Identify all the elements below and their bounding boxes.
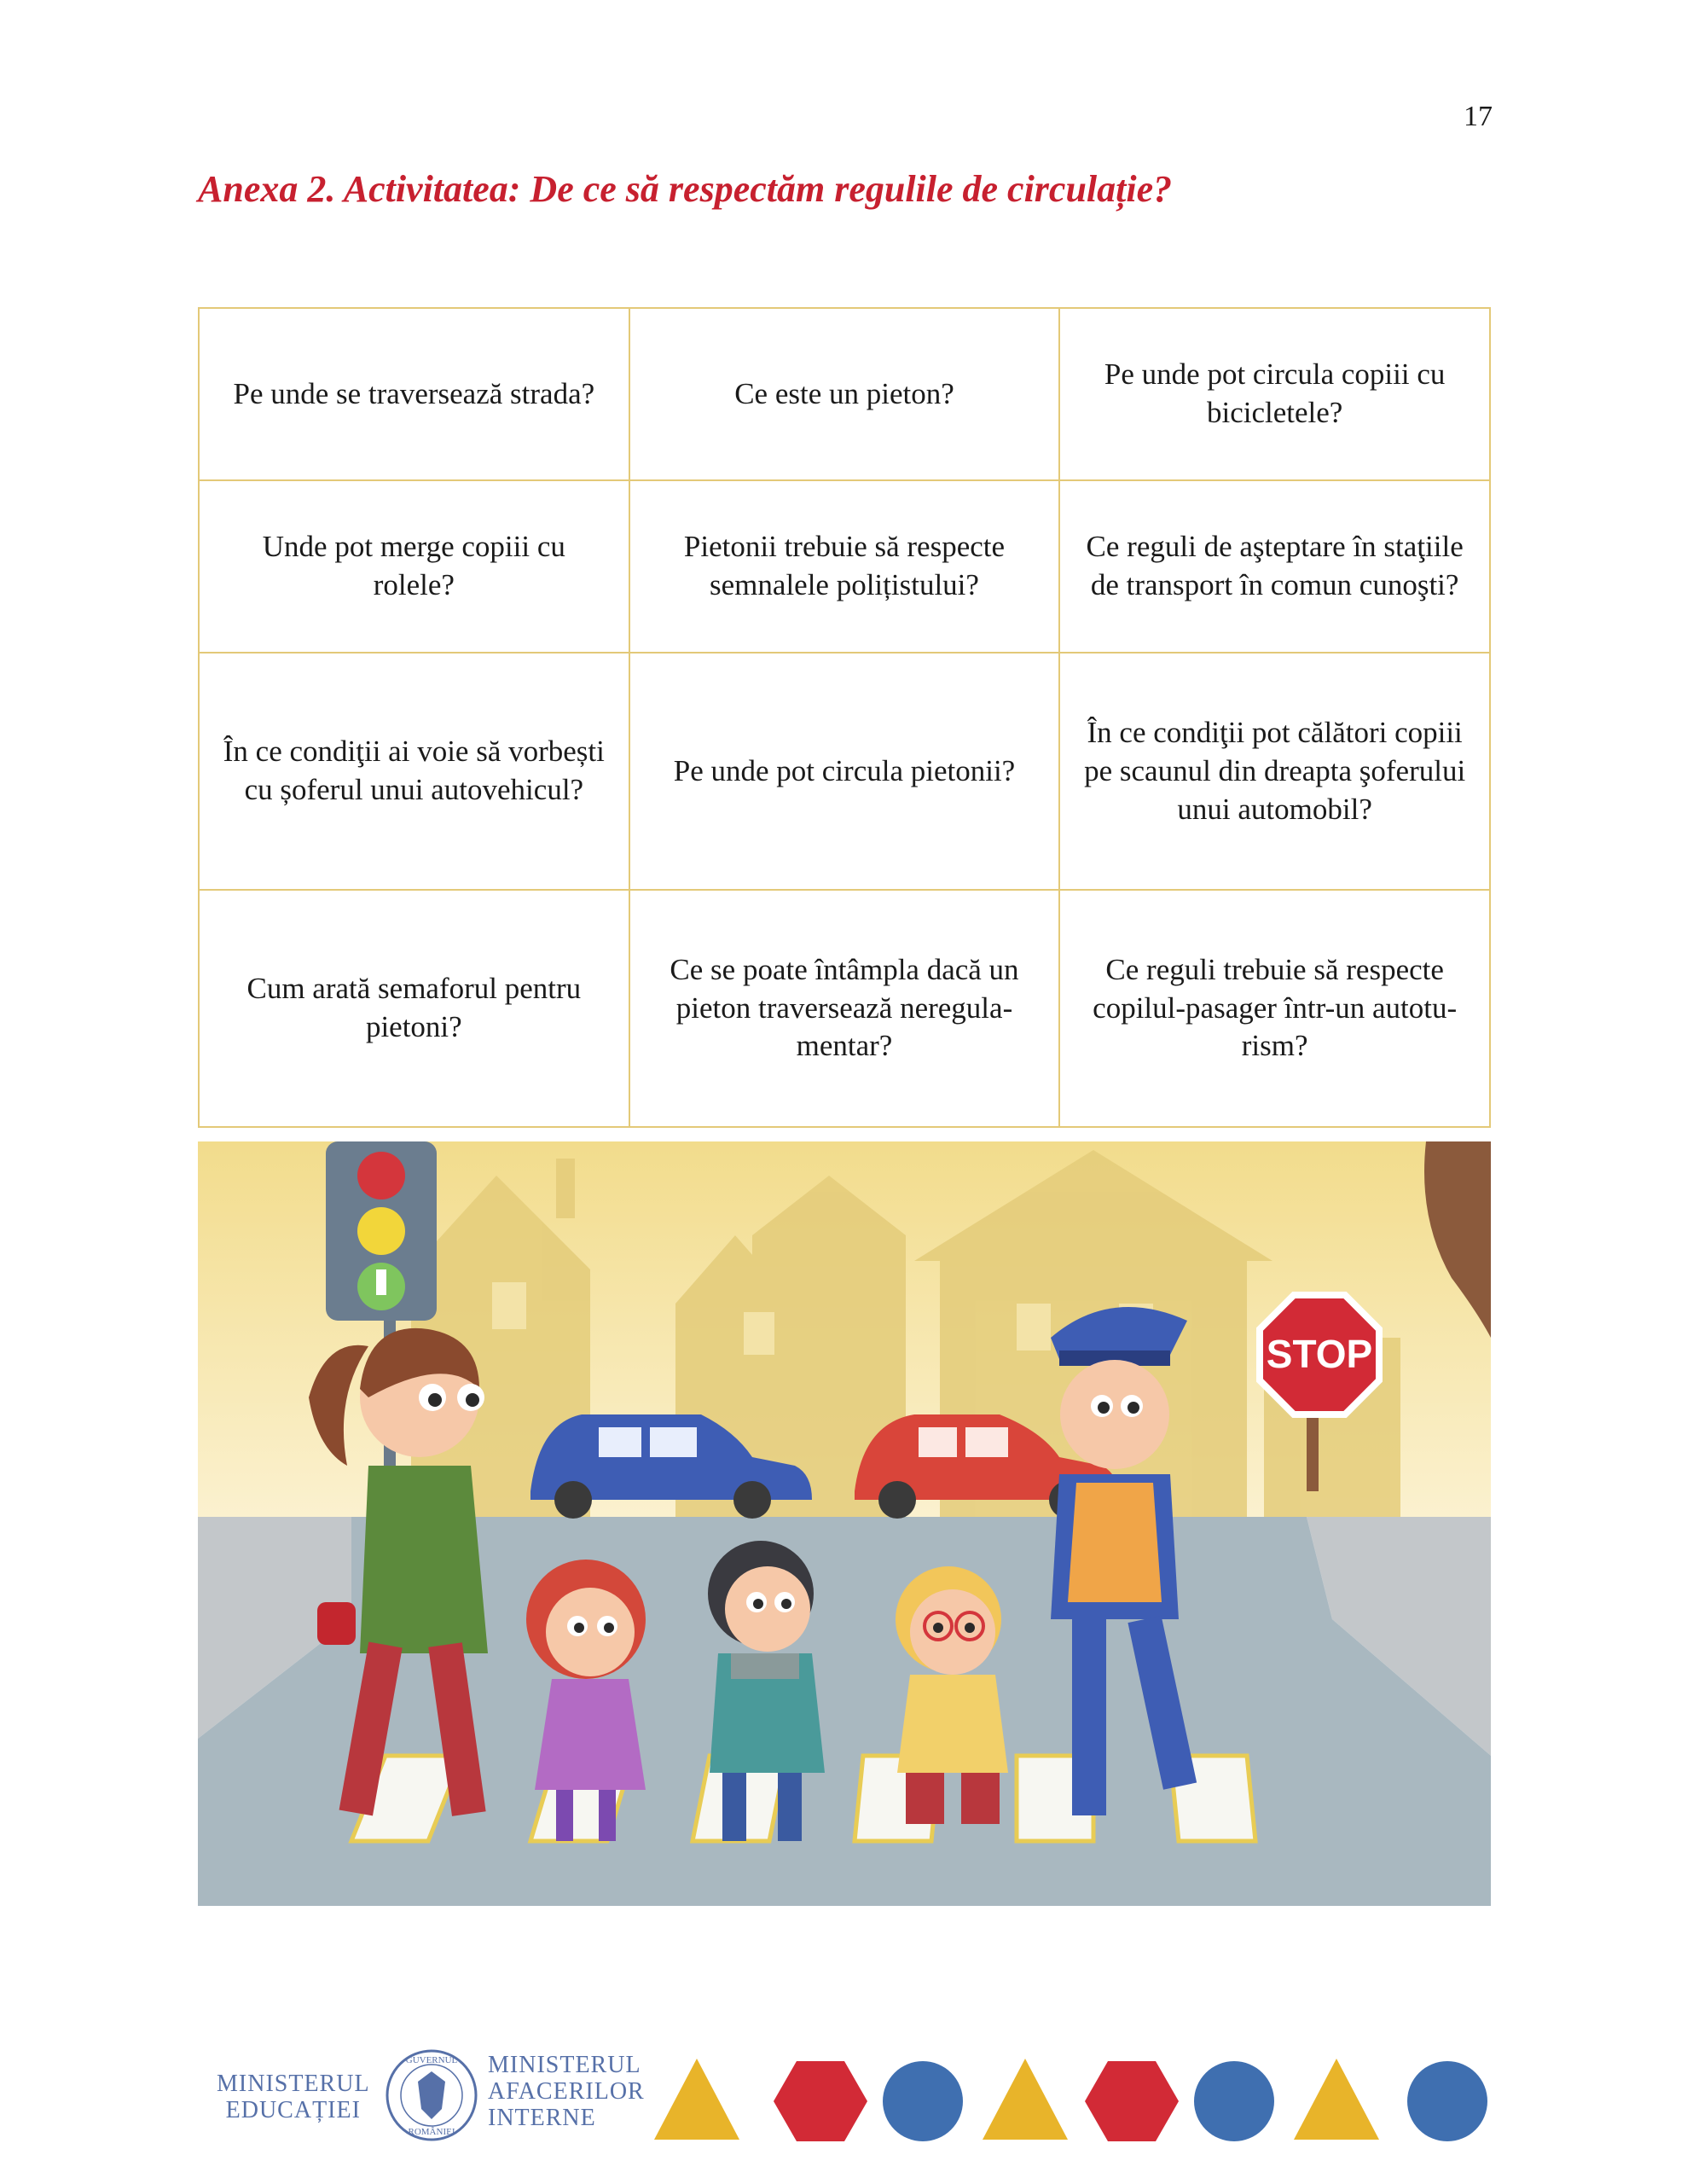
questions-table: [198, 307, 1491, 1128]
ministry-internal-line1: MINISTERUL: [488, 2052, 641, 2078]
table-row: [199, 890, 1490, 1127]
crest-text-top: GUVERNUL: [405, 2055, 458, 2065]
red-hexagon-icon: [1085, 2061, 1179, 2141]
question-cell: Pe unde se traversează strada?: [199, 308, 629, 480]
question-cell: Ce reguli trebuie să respecte copilul-pasager într-un autotu-rism?: [1059, 890, 1490, 1127]
question-cell: În ce condiţii pot călători copiii pe scaunul din dreapta şoferului unui automobil?: [1059, 653, 1490, 890]
question-cell: Pe unde pot circula pietonii?: [629, 653, 1060, 890]
blue-circle-icon: [1407, 2061, 1487, 2141]
ministry-internal-line3: INTERNE: [488, 2104, 596, 2131]
yellow-triangle-icon: [983, 2059, 1068, 2140]
red-light: [357, 1152, 405, 1199]
blue-circle-icon: [1194, 2061, 1274, 2141]
crest-text-bottom: ROMÂNIEI: [408, 2127, 455, 2137]
question-cell: Ce reguli de aşteptare în staţiile de transport în comun cunoşti?: [1059, 480, 1490, 653]
question-cell: Ce se poate întâmpla dacă un pieton traversează neregula-mentar?: [629, 890, 1060, 1127]
page-number: 17: [1464, 101, 1493, 132]
yellow-light: [357, 1207, 405, 1255]
ministry-internal-line2: AFACERILOR: [488, 2077, 645, 2105]
stop-sign: [1260, 1295, 1379, 1414]
question-cell: Cum arată semaforul pentru pietoni?: [199, 890, 629, 1127]
question-cell: Unde pot merge copiii cu rolele?: [199, 480, 629, 653]
page-title: Anexa 2. Activitatea: De ce să respectăm regulile de circulație?: [198, 168, 1173, 210]
ministry-education-line2: EDUCAȚIEI: [225, 2096, 361, 2123]
table-row: [199, 308, 1490, 480]
question-cell: Pe unde pot circula copiii cu bicicletele?: [1059, 308, 1490, 480]
question-cell: În ce condiţii ai voie să vorbești cu șoferul unui autovehicul?: [199, 653, 629, 890]
blue-circle-icon: [883, 2061, 963, 2141]
ministry-education-logo: [217, 2071, 370, 2124]
government-crest-icon: [384, 2048, 479, 2143]
decorative-shapes: [650, 2054, 1494, 2148]
ministry-education-line1: MINISTERUL: [217, 2071, 370, 2097]
question-cell: Pietonii trebuie să respecte semnalele polițistului?: [629, 480, 1060, 653]
ministry-internal-logo: [488, 2053, 645, 2131]
stop-sign-text: STOP: [1266, 1332, 1373, 1376]
footer: [198, 2029, 1491, 2157]
table-row: [199, 653, 1490, 890]
crosswalk-illustration: [198, 1141, 1491, 1906]
red-hexagon-icon: [774, 2061, 867, 2141]
yellow-triangle-icon: [1294, 2059, 1379, 2140]
question-cell: Ce este un pieton?: [629, 308, 1060, 480]
table-row: [199, 480, 1490, 653]
yellow-triangle-icon: [654, 2059, 739, 2140]
